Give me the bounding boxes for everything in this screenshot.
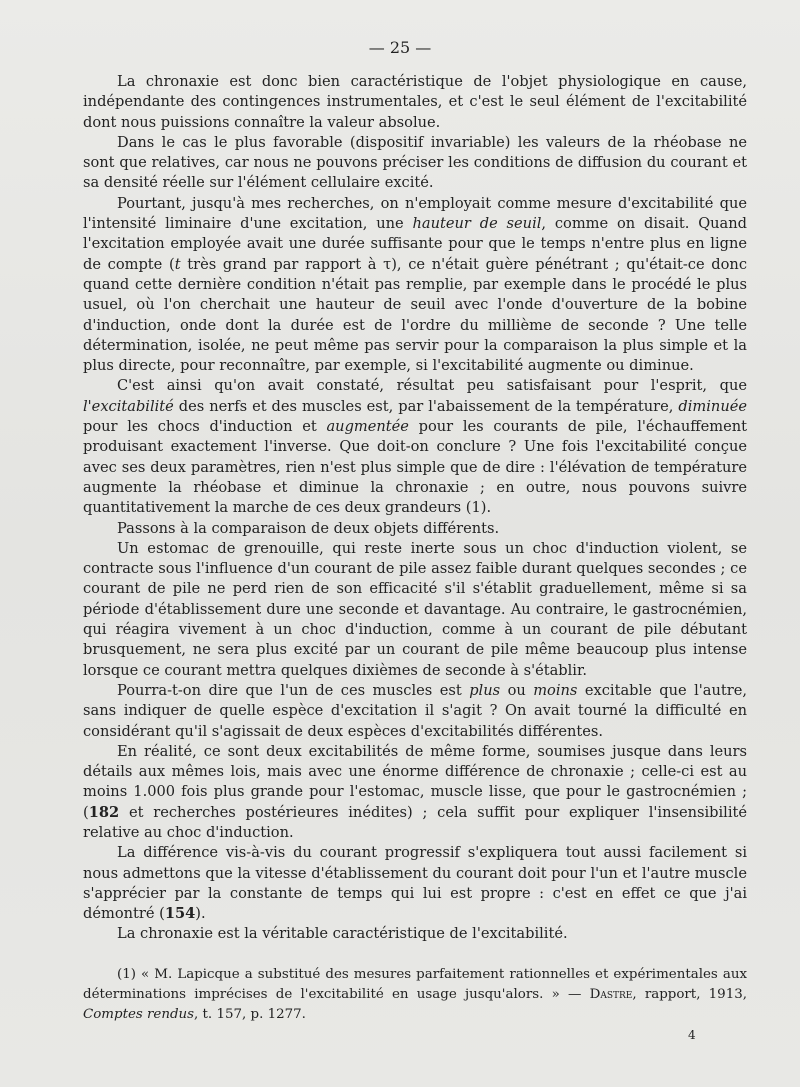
paragraph: Un estomac de grenouille, qui reste inerte sous un choc d'induction violent, se contracte sous l'influence d'un courant de pile assez faible durant quelques secondes ; ce courant de pile ne perd rien de son efficacité s'il s'établit graduellement, même si sa période d'établissement dure une seconde et davantage. Au contraire, le gastrocnémien, qui réagira vivement à un choc d'induction, comme à un courant de pile débutant brusquement, ne sera plus excité par un courant de pile même beaucoup plus intense lorsque ce courant mettra quelques dixièmes de seconde à s'établir. [83,539,747,679]
page-number: — 25 — [368,38,432,57]
paragraph: En réalité, ce sont deux excitabilités de même forme, soumises jusque dans leurs détails aux mêmes lois, mais avec une énorme différence de chronaxie ; celle-ci est au moins 1.000 fois plus grande pour l'estomac, muscle lisse, que pour le gastrocnémien ; (182 et recherches postérieures inédites) ; cela suffit pour expliquer l'insensibilité relative au choc d'induction. [83,742,747,841]
paragraph: Dans le cas le plus favorable (dispositif invariable) les valeurs de la rhéobase ne sont que relatives, car nous ne pouvons préciser les conditions de diffusion du courant et sa densité réelle sur l'élément cellulaire excité. [83,133,747,192]
paragraph: C'est ainsi qu'on avait constaté, résultat peu satisfaisant pour l'esprit, que l'excitabilité des nerfs et des muscles est, par l'abaissement de la température, diminuée pour les chocs d'induction et augmentée pour les courants de pile, l'échauffement produisant exactement l'inverse. Que doit-on conclure ? Une fois l'excitabilité conçue avec ses deux paramètres, rien n'est plus simple que de dire : l'élévation de température augmente la rhéobase et diminue la chronaxie ; en outre, nous pouvons suivre quantitativement la marche de ces deux grandeurs (1). [83,377,747,517]
paragraph: Pourtant, jusqu'à mes recherches, on n'employait comme mesure d'excitabilité que l'intensité liminaire d'une excitation, une hauteur de seuil, comme on disait. Quand l'excitation employée avait une durée suffisante pour que le temps n'entre plus en ligne de compte (t très grand par rapport à τ), ce n'était guère pénétrant ; qu'était-ce donc quand cette dernière condition n'était pas remplie, par exemple dans le procédé le plus usuel, où l'on cherchait une hauteur de seuil avec l'onde d'ouverture de la bobine d'induction, onde dont la durée est de l'ordre du millième de seconde ? Une telle détermination, isolée, ne peut même pas servir pour la comparaison la plus simple et la plus directe, pour reconnaître, par exemple, si l'excitabilité augmente ou diminue. [83,194,747,375]
paragraph: La chronaxie est donc bien caractéristique de l'objet physiologique en cause, indépendante des contingences instrumentales, et c'est le seul élément de l'excitabilité dont nous puissions connaître la valeur absolue. [83,73,747,131]
paragraph: La chronaxie est la véritable caractéristique de l'excitabilité. [117,925,568,943]
signature-mark: 4 [688,1028,696,1042]
reference-number: 182 [88,803,120,821]
footnote-author: Dastre [589,987,633,1002]
paragraph: Passons à la comparaison de deux objets différents. [117,519,500,537]
paragraph: Pourra-t-on dire que l'un de ces muscles est plus ou moins excitable que l'autre, sans indiquer de quelle espèce d'excitation il s'agit ? On avait tourné la difficulté en considérant qu'il s'agissait de deux espèces d'excitabilités différentes. [83,681,748,740]
body-text [83,72,747,945]
italic-term: augmentée [326,418,409,436]
footnote: (1) « M. Lapicque a substitué des mesures parfaitement rationnelles et expérimentales aux déterminations imprécises de l'excitabilité en usage jusqu'alors. » — Dastre, rapport, 1913, Comptes rendus, t. 157, p. 1277. [83,967,747,1022]
italic-term: l'excitabilité [83,397,174,415]
italic-term: diminuée [678,397,747,415]
italic-term: hauteur de seuil [412,215,542,233]
paragraph: La différence vis-à-vis du courant progressif s'expliquera tout aussi facilement si nous admettons que la vitesse d'établissement du courant doit pour l'un et l'autre muscle s'apprécier par la constante de temps qui lui est propre : c'est en effet ce que j'ai démontré (154). [83,844,747,923]
reference-number: 154 [164,905,196,923]
italic-term: plus [469,681,501,699]
italic-term: moins [533,681,578,699]
footnote-source: Comptes rendus [83,1007,195,1022]
